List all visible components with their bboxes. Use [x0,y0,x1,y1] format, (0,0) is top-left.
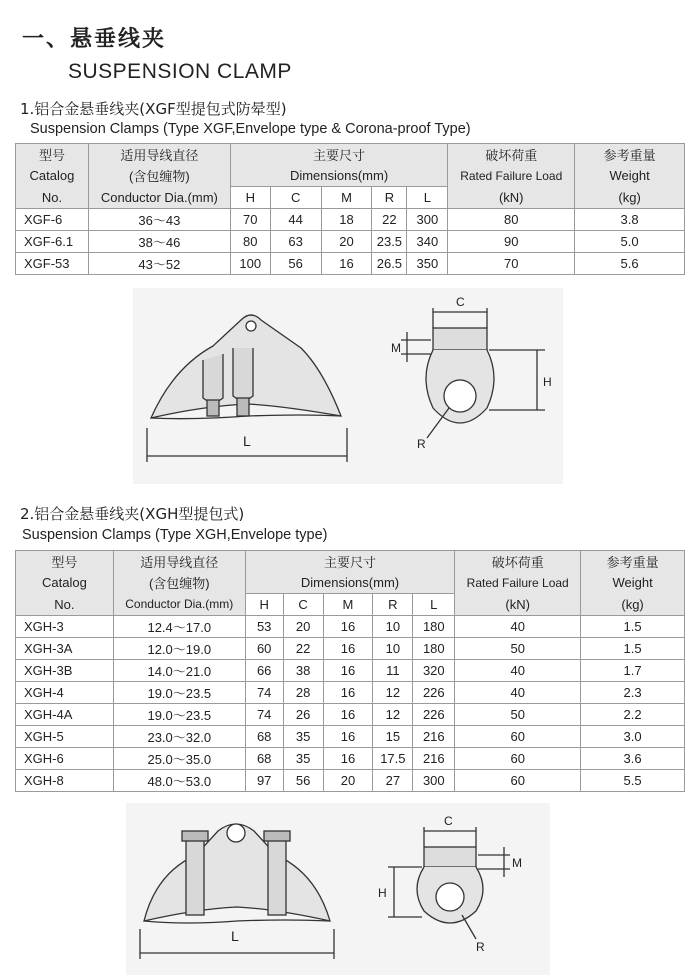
cell-c: 63 [270,231,321,253]
cell-dia: 12.0～19.0 [113,638,245,660]
cell-c: 56 [283,770,323,792]
cell-model: XGF-6 [16,209,89,231]
cell-l: 350 [407,253,448,275]
table-header-row [16,165,685,187]
cell-h: 53 [245,616,283,638]
section1-table-body [16,209,685,275]
cell-r: 12 [373,682,413,704]
header-dim-m: M [323,594,373,616]
cell-load: 40 [455,616,581,638]
cell-c: 38 [283,660,323,682]
cell-load: 50 [455,704,581,726]
cell-l: 226 [413,682,455,704]
cell-m: 16 [323,704,373,726]
table-row [16,660,685,682]
cell-c: 28 [283,682,323,704]
cell-dia: 12.4～17.0 [113,616,245,638]
cell-l: 226 [413,704,455,726]
cell-r: 10 [373,638,413,660]
cell-c: 44 [270,209,321,231]
header-dia-sub: (含包缠物) [88,165,230,187]
header-dia-en: Conductor Dia.(mm) [88,187,230,209]
header-dia-sub: (含包缠物) [113,572,245,594]
header-load-en: Rated Failure Load [455,572,581,594]
header-weight-cn: 参考重量 [581,551,685,573]
cell-l: 216 [413,748,455,770]
cell-r: 27 [373,770,413,792]
section2-title-cn: 2.铝合金悬垂线夹(XGH型提包式) [20,505,245,523]
cell-m: 16 [323,748,373,770]
cell-r: 11 [373,660,413,682]
cell-dia: 19.0～23.5 [113,682,245,704]
header-dia-en: Conductor Dia.(mm) [113,594,245,616]
cell-m: 20 [321,231,372,253]
cell-dia: 23.0～32.0 [113,726,245,748]
cell-h: 74 [245,682,283,704]
cell-m: 16 [323,660,373,682]
cell-weight: 3.8 [575,209,685,231]
fig2-label-h: H [378,886,387,900]
header-dim-l: L [413,594,455,616]
cell-m: 16 [321,253,372,275]
cell-dia: 25.0～35.0 [113,748,245,770]
header-dim-r: R [372,187,407,209]
cell-model: XGH-3A [16,638,114,660]
header-load-unit: (kN) [455,594,581,616]
header-weight-unit: (kg) [575,187,685,209]
cell-l: 300 [413,770,455,792]
table-header-row [16,594,685,616]
cell-m: 16 [323,726,373,748]
header-dim-m: M [321,187,372,209]
cell-load: 90 [448,231,575,253]
cell-r: 22 [372,209,407,231]
cell-l: 340 [407,231,448,253]
page-title-en: SUSPENSION CLAMP [68,60,292,83]
fig1-label-h: H [543,375,552,389]
cell-h: 74 [245,704,283,726]
cell-r: 17.5 [373,748,413,770]
section2-figure [126,803,550,975]
cell-model: XGH-5 [16,726,114,748]
cell-c: 22 [283,638,323,660]
section2-title-en: Suspension Clamps (Type XGH,Envelope type) [22,527,328,543]
cell-weight: 5.5 [581,770,685,792]
section1-title-en: Suspension Clamps (Type XGF,Envelope type & Corona-proof Type) [30,121,471,137]
cell-h: 66 [245,660,283,682]
cell-c: 20 [283,616,323,638]
cell-h: 100 [230,253,270,275]
table-header-row [16,551,685,573]
section1-figure [133,288,563,484]
cell-weight: 2.3 [581,682,685,704]
cell-load: 40 [455,682,581,704]
table-header-row [16,187,685,209]
cell-model: XGH-3B [16,660,114,682]
cell-load: 80 [448,209,575,231]
header-weight-cn: 参考重量 [575,144,685,166]
fig1-label-r: R [417,437,426,451]
header-dia-cn: 适用导线直径 [113,551,245,573]
header-model-no: No. [16,594,114,616]
header-dim-c: C [270,187,321,209]
cell-c: 35 [283,748,323,770]
cell-load: 60 [455,770,581,792]
cell-l: 216 [413,726,455,748]
cell-r: 15 [373,726,413,748]
cell-m: 16 [323,682,373,704]
cell-model: XGH-6 [16,748,114,770]
header-dim-cn: 主要尺寸 [230,144,447,166]
cell-l: 320 [413,660,455,682]
table-row [16,704,685,726]
cell-m: 20 [323,770,373,792]
cell-weight: 3.6 [581,748,685,770]
cell-load: 70 [448,253,575,275]
cell-load: 40 [455,660,581,682]
cell-model: XGH-3 [16,616,114,638]
cell-dia: 43～52 [88,253,230,275]
cell-h: 68 [245,748,283,770]
header-load-cn: 破坏荷重 [455,551,581,573]
table-row [16,231,685,253]
cell-dia: 48.0～53.0 [113,770,245,792]
cell-load: 60 [455,726,581,748]
cell-m: 18 [321,209,372,231]
page-title-cn: 一、悬垂线夹 [22,27,167,52]
header-load-en: Rated Failure Load [448,165,575,187]
table-header-row [16,144,685,166]
header-model-cn: 型号 [16,551,114,573]
fig1-label-m: M [391,341,401,355]
fig1-label-l: L [243,433,251,449]
cell-model: XGF-53 [16,253,89,275]
table-row [16,748,685,770]
cell-h: 80 [230,231,270,253]
header-dim-en: Dimensions(mm) [245,572,455,594]
cell-model: XGF-6.1 [16,231,89,253]
fig2-label-c: C [444,814,453,828]
cell-r: 10 [373,616,413,638]
cell-r: 12 [373,704,413,726]
cell-l: 180 [413,638,455,660]
header-model-en: Catalog [16,572,114,594]
section1-title-cn: 1.铝合金悬垂线夹(XGF型提包式防晕型) [20,100,287,118]
table-row [16,616,685,638]
header-load-unit: (kN) [448,187,575,209]
fig2-label-m: M [512,856,522,870]
fig1-label-c: C [456,295,465,309]
table-row [16,682,685,704]
table-row [16,209,685,231]
cell-model: XGH-8 [16,770,114,792]
fig2-label-l: L [231,928,239,944]
cell-h: 70 [230,209,270,231]
header-dim-h: H [245,594,283,616]
header-dim-c: C [283,594,323,616]
xgf-drawing [133,288,563,484]
header-weight-en: Weight [581,572,685,594]
cell-dia: 14.0～21.0 [113,660,245,682]
cell-weight: 2.2 [581,704,685,726]
table-row [16,638,685,660]
fig2-label-r: R [476,940,485,954]
section2-table-body [16,616,685,792]
cell-weight: 1.5 [581,638,685,660]
header-load-cn: 破坏荷重 [448,144,575,166]
cell-dia: 38～46 [88,231,230,253]
cell-weight: 1.7 [581,660,685,682]
xgh-drawing [126,803,550,975]
cell-h: 68 [245,726,283,748]
cell-weight: 1.5 [581,616,685,638]
cell-dia: 19.0～23.5 [113,704,245,726]
section1-spec-table [15,143,685,275]
cell-c: 35 [283,726,323,748]
header-model-no: No. [16,187,89,209]
cell-m: 16 [323,616,373,638]
section2-spec-table [15,550,685,792]
cell-r: 26.5 [372,253,407,275]
table-row [16,253,685,275]
table-row [16,770,685,792]
header-weight-en: Weight [575,165,685,187]
cell-h: 60 [245,638,283,660]
header-model-cn: 型号 [16,144,89,166]
cell-l: 300 [407,209,448,231]
cell-weight: 5.0 [575,231,685,253]
cell-model: XGH-4 [16,682,114,704]
cell-model: XGH-4A [16,704,114,726]
cell-weight: 3.0 [581,726,685,748]
cell-m: 16 [323,638,373,660]
cell-h: 97 [245,770,283,792]
table-header-row [16,572,685,594]
table-row [16,726,685,748]
header-dim-h: H [230,187,270,209]
cell-r: 23.5 [372,231,407,253]
header-dim-en: Dimensions(mm) [230,165,447,187]
cell-load: 50 [455,638,581,660]
cell-load: 60 [455,748,581,770]
cell-c: 26 [283,704,323,726]
header-weight-unit: (kg) [581,594,685,616]
header-dim-r: R [373,594,413,616]
cell-dia: 36～43 [88,209,230,231]
cell-c: 56 [270,253,321,275]
header-dia-cn: 适用导线直径 [88,144,230,166]
header-model-en: Catalog [16,165,89,187]
header-dim-l: L [407,187,448,209]
cell-weight: 5.6 [575,253,685,275]
header-dim-cn: 主要尺寸 [245,551,455,573]
cell-l: 180 [413,616,455,638]
